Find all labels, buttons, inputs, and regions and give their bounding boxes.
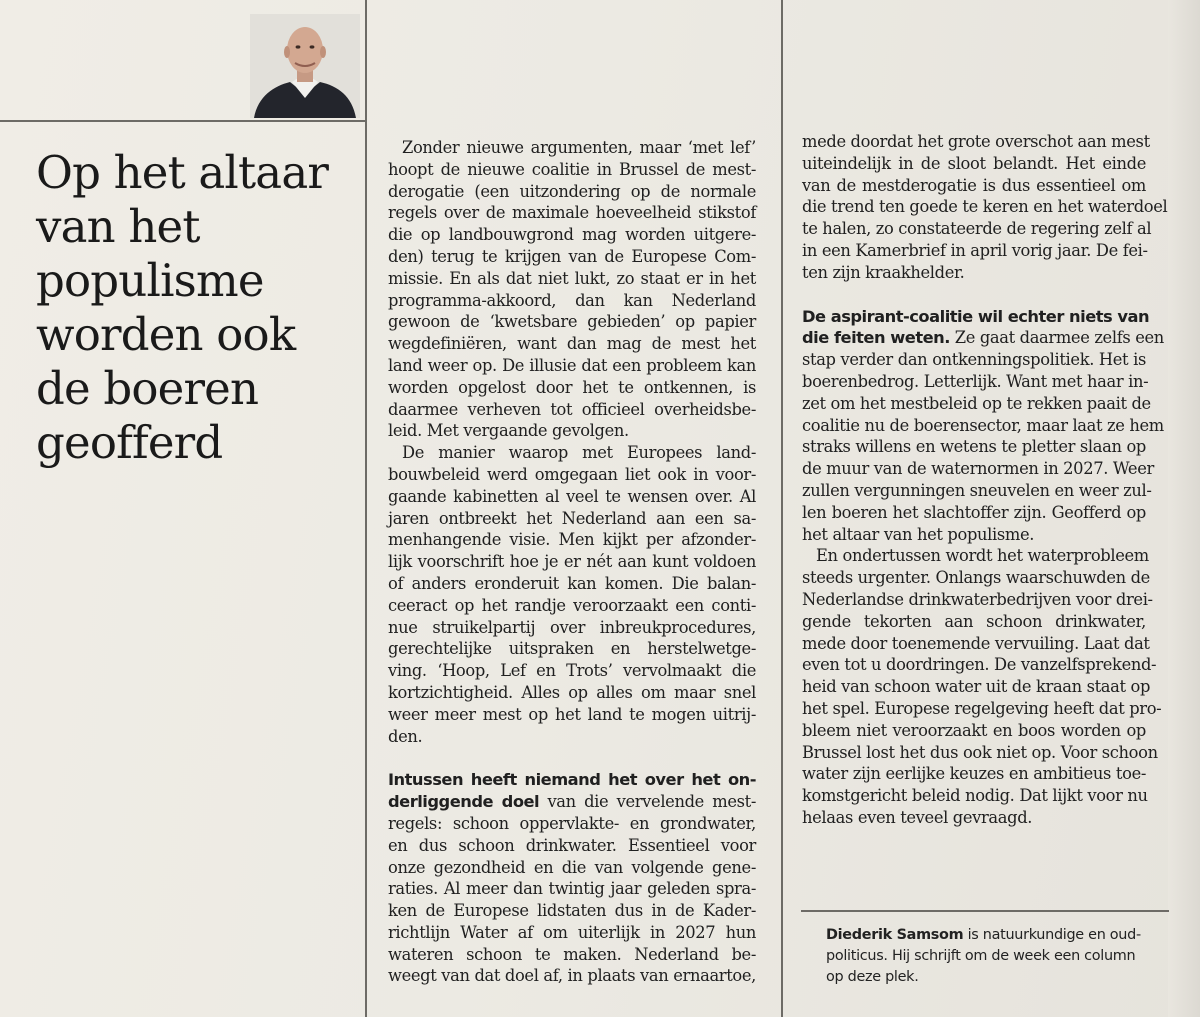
text-line: coalitie nu de boerensector, maar laat ze hem (802, 415, 1164, 435)
text-line: den) terug te krijgen van de Europese Com- (388, 246, 756, 266)
text-line: ken de Europese lidstaten dus in de Kader- (388, 901, 756, 921)
text-line: richtlijn Water af om uiterlijk in 2027 hun (388, 922, 756, 942)
text-line: Nederlandse drinkwaterbedrijven voor drei- (802, 589, 1153, 609)
text-line: derogatie (een uitzondering op de normale (388, 181, 756, 201)
text-line: menhangende visie. Men kijkt per afzonder- (388, 530, 756, 550)
column-rule (365, 0, 367, 1017)
text-line: leid. Met vergaande gevolgen. (388, 421, 629, 441)
text-line: ceeract op het randje veroorzaakt een conti- (388, 595, 756, 615)
text-line: zet om het mestbeleid op te rekken paait de (802, 393, 1151, 413)
text-line: wegdefiniëren, want dan mag de mest het (388, 334, 756, 354)
text-line: mede doordat het grote overschot aan mest (802, 132, 1150, 151)
paragraph-gap (802, 284, 1146, 306)
text-line: bouwbeleid werd omgegaan liet ook in voor- (388, 464, 756, 484)
text-line: En ondertussen wordt het waterprobleem (816, 546, 1149, 566)
text-line: te halen, zo constateerde de regering zelf al (802, 219, 1152, 239)
headline-line: geofferd (36, 416, 223, 469)
article-column-2 (802, 132, 1168, 829)
text-line: stap verder dan ontkenningspolitiek. Het is (802, 350, 1146, 370)
text-line: boerenbedrog. Letterlijk. Want met haar in- (802, 371, 1149, 391)
lead-in-bold: De aspirant-coalitie wil echter niets van (802, 306, 1150, 326)
text-line: water zijn eerlijke keuzes en ambitieus toe- (802, 764, 1146, 784)
text-line: De manier waarop met Europees land- (402, 443, 756, 463)
lead-in-bold: derliggende doel (388, 792, 540, 812)
text-line: die op landbouwgrond mag worden uitgere- (388, 225, 756, 245)
text-line: de muur van de waternormen in 2027. Weer (802, 459, 1154, 479)
text-line: den. (388, 726, 423, 746)
article-column-1 (388, 137, 756, 987)
text-line: missie. En als dat niet lukt, zo staat er in het (388, 268, 756, 288)
text-line: het spel. Europese regelgeving heeft dat pro- (802, 698, 1162, 718)
headline-line: Op het altaar (36, 146, 329, 199)
text-line: even tot u doordringen. De vanzelfsprekend- (802, 655, 1157, 675)
section-rule (0, 120, 366, 122)
text-line: jaren ontbreekt het Nederland aan een sa- (388, 508, 756, 528)
text-line: land weer op. De illusie dat een probleem kan (388, 355, 756, 375)
author-bio (826, 925, 1156, 988)
text-line: len boeren het slachtoffer zijn. Geofferd op (802, 502, 1146, 522)
text-line: zullen vergunningen sneuvelen en weer zul- (802, 480, 1152, 500)
text-line: daarmee verheven tot officieel overheidsbe- (388, 399, 756, 419)
text-line: regels over de maximale hoeveelheid stikstof (388, 203, 756, 223)
text-line: worden opgelost door het te ontkennen, is (388, 377, 756, 397)
text-line (802, 306, 1150, 328)
adjacent-page-edge (1168, 0, 1200, 1017)
text-line: gerechtelijke uitspraken en herstelwetge- (388, 639, 756, 659)
text-line: kortzichtigheid. Alles op alles om maar snel (388, 682, 756, 702)
text-line: steeds urgenter. Onlangs waarschuwden de (802, 568, 1150, 588)
text-line: gaande kabinetten al veel te wensen over. Al (388, 486, 756, 506)
text-line: het altaar van het populisme. (802, 524, 1035, 544)
text-line: Brussel lost het dus ook niet op. Voor schoon (802, 742, 1158, 762)
author-portrait (250, 14, 360, 118)
article-headline (36, 146, 356, 470)
headline-line: van het (36, 200, 200, 253)
text-line: die trend ten goede te keren en het waterdoel (802, 197, 1168, 217)
text-line: wateren schoon te maken. Nederland be- (388, 944, 756, 964)
text-line: nue struikelpartij over inbreukprocedures, (388, 617, 756, 637)
text-line: heid van schoon water uit de kraan staat op (802, 677, 1151, 697)
text-line: van de mestderogatie is dus essentieel om (802, 175, 1146, 195)
text-line: in een Kamerbrief in april vorig jaar. De fei- (802, 240, 1148, 260)
text-line: weer meer mest op het land te mogen uitrij- (388, 704, 756, 724)
text-line: ten zijn kraakhelder. (802, 262, 965, 282)
lead-in-bold: die feiten weten. (802, 328, 950, 348)
text-line: raties. Al meer dan twintig jaar geleden spra- (388, 879, 756, 899)
text-line: weegt van dat doel af, in plaats van ernaartoe, (388, 966, 756, 986)
text-line (388, 769, 756, 791)
author-name: Diederik Samsom (826, 927, 964, 943)
text-line: mede door toenemende vervuiling. Laat dat (802, 633, 1150, 653)
author-line (826, 925, 1156, 946)
text-line: lijk voorschrift hoe je er nét aan kunt voldoen (388, 552, 756, 572)
headline-line: de boeren (36, 362, 259, 415)
author-rule (801, 910, 1169, 912)
text-line (388, 791, 756, 813)
author-line: op deze plek. (826, 969, 919, 985)
text-line: onze gezondheid en die van volgende gene- (388, 857, 756, 877)
headline-line: worden ook (36, 308, 296, 361)
text-line (802, 327, 1164, 349)
text-line: programma-akkoord, dan kan Nederland (388, 290, 756, 310)
headline-line: populisme (36, 254, 264, 307)
column-rule (781, 0, 783, 1017)
text-line: gende tekorten aan schoon drinkwater, (802, 611, 1146, 631)
text-run: Ze gaat daarmee zelfs een (949, 328, 1164, 348)
text-line: straks willens en wetens te pletter slaan op (802, 437, 1146, 457)
text-line: Zonder nieuwe argumenten, maar ‘met lef’ (402, 138, 756, 157)
text-line: ving. ‘Hoop, Lef en Trots’ vervolmaakt die (388, 661, 756, 681)
text-line: gewoon de ‘kwetsbare gebieden’ op papier (388, 312, 756, 332)
text-line: regels: schoon oppervlakte- en grondwater, (388, 813, 756, 833)
text-run: van die vervelende mest- (539, 792, 756, 812)
lead-in-bold: Intussen heeft niemand het over het on- (388, 770, 756, 790)
text-line: komstgericht beleid nodig. Dat lijkt voor nu (802, 786, 1148, 806)
text-line: helaas even teveel gevraagd. (802, 807, 1033, 827)
paragraph-gap (388, 747, 756, 769)
text-line: en dus schoon drinkwater. Essentieel voor (388, 835, 756, 855)
text-line: bleem niet veroorzaakt en boos worden op (802, 720, 1146, 740)
text-line: of anders eronderuit kan komen. Die balan- (388, 573, 756, 593)
author-bio-text: is natuurkundige en oud- (963, 927, 1141, 943)
text-line: hoopt de nieuwe coalitie in Brussel de mest- (388, 159, 756, 179)
text-line: uiteindelijk in de sloot belandt. Het einde (802, 153, 1146, 173)
author-line: politicus. Hij schrijft om de week een column (826, 948, 1136, 964)
